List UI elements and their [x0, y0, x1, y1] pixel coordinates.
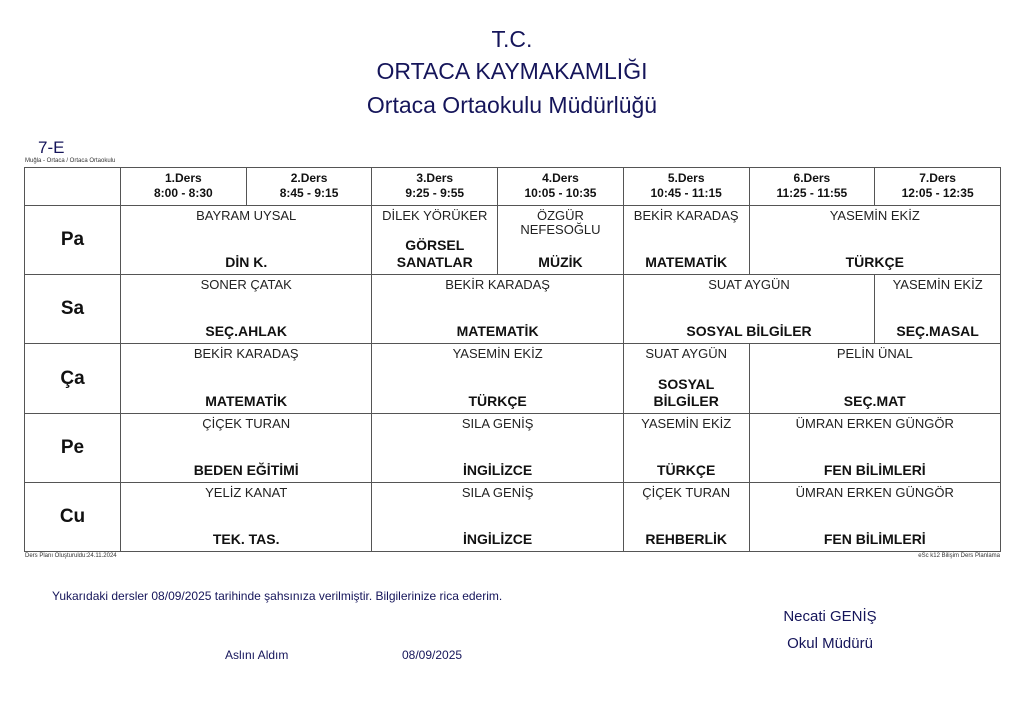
subject-name: MATEMATİK	[205, 392, 288, 409]
period-name: 5.Ders	[667, 171, 705, 185]
created-date: Ders Planı Oluşturuldu:24.11.2024	[25, 553, 117, 559]
teacher-name: YASEMİN EKİZ	[892, 277, 983, 293]
lesson-cell	[749, 344, 1000, 413]
period-header	[875, 168, 1001, 206]
teacher-name: SUAT AYGÜN	[645, 346, 727, 362]
period-header	[623, 168, 749, 206]
period-time: 8:00 - 8:30	[154, 186, 213, 200]
teacher-name: BEKİR KARADAŞ	[445, 277, 550, 293]
class-name: 7-E	[38, 138, 65, 157]
subject-name: TÜRKÇE	[468, 392, 527, 409]
teacher-name: YASEMİN EKİZ	[641, 415, 732, 431]
subject-name: İNGİLİZCE	[462, 461, 533, 478]
day-row-ca	[25, 344, 1001, 413]
subject-name: TÜRKÇE	[656, 461, 716, 478]
subject-name: MÜZİK	[538, 254, 583, 271]
lesson-cell	[623, 275, 874, 344]
subject-name: REHBERLİK	[645, 531, 727, 547]
period-header	[498, 168, 624, 206]
teacher-name: YELİZ KANAT	[205, 484, 288, 500]
lesson-cell	[623, 344, 749, 413]
subject-name: MATEMATİK	[645, 254, 728, 271]
period-time: 8:45 - 9:15	[279, 186, 339, 200]
subject-name: SOSYAL BİLGİLER	[653, 375, 719, 409]
lesson-cell	[875, 275, 1001, 344]
lesson-cell	[121, 344, 372, 413]
period-name: 3.Ders	[416, 171, 454, 185]
day-label: Sa	[25, 275, 121, 344]
lesson-cell	[498, 206, 624, 275]
lesson-cell	[121, 275, 372, 344]
lesson-cell	[623, 413, 749, 482]
subject-name: SOSYAL BİLGİLER	[686, 323, 812, 340]
period-name: 2.Ders	[290, 171, 328, 185]
period-header-row	[25, 168, 1001, 206]
lesson-cell	[372, 275, 623, 344]
received-date: 08/09/2025	[402, 648, 463, 662]
school-location: Muğla - Ortaca / Ortaca Ortaokulu	[25, 158, 116, 164]
period-time: 9:25 - 9:55	[405, 186, 465, 200]
subject-name: MATEMATİK	[456, 323, 539, 340]
system-label: eSc k12 Bilişim Ders Planlama	[918, 553, 1000, 559]
day-row-pa	[25, 206, 1001, 275]
signer-name: Necati GENİŞ	[783, 608, 877, 625]
lesson-cell	[749, 413, 1000, 482]
header-tc: T.C.	[491, 26, 533, 52]
lesson-cell	[121, 482, 372, 551]
lesson-cell	[623, 206, 749, 275]
day-row-sa	[25, 275, 1001, 344]
lesson-cell	[372, 482, 623, 551]
teacher-name: SILA GENİŞ	[461, 484, 534, 500]
lesson-cell	[749, 206, 1000, 275]
teacher-name: ÜMRAN ERKEN GÜNGÖR	[795, 415, 954, 431]
subject-name: SEÇ.MASAL	[896, 323, 979, 340]
period-time: 12:05 - 12:35	[901, 186, 974, 200]
lesson-cell	[121, 206, 372, 275]
teacher-name: PELİN ÜNAL	[836, 346, 913, 362]
delivery-note: Yukarıdaki dersler 08/09/2025 tarihinde şahsınıza verilmiştir. Bilgilerinize rica ederim.	[52, 589, 503, 603]
signer-title: Okul Müdürü	[787, 635, 873, 652]
teacher-name: BAYRAM UYSAL	[196, 208, 297, 224]
period-name: 1.Ders	[165, 171, 202, 185]
subject-name: TÜRKÇE	[845, 254, 904, 271]
teacher-name: SUAT AYGÜN	[708, 277, 790, 293]
header-school: Ortaca Ortaokulu Müdürlüğü	[366, 92, 658, 118]
subject-name: İNGİLİZCE	[462, 531, 533, 547]
subject-name: GÖRSEL SANATLAR	[396, 237, 473, 271]
lesson-cell	[372, 344, 623, 413]
day-label: Ça	[25, 344, 121, 413]
period-header	[121, 168, 247, 206]
teacher-name: ÜMRAN ERKEN GÜNGÖR	[795, 484, 954, 500]
teacher-name: BEKİR KARADAŞ	[193, 346, 299, 362]
teacher-name: BEKİR KARADAŞ	[633, 208, 739, 224]
subject-name: TEK. TAS.	[212, 531, 280, 547]
period-name: 6.Ders	[793, 171, 831, 185]
day-row-pe	[25, 413, 1001, 482]
timetable	[24, 167, 1001, 552]
subject-name: SEÇ.AHLAK	[205, 323, 288, 340]
day-label: Pe	[25, 413, 121, 482]
lesson-cell	[121, 413, 372, 482]
corner-cell	[25, 168, 121, 206]
subject-name: SEÇ.MAT	[843, 392, 906, 409]
subject-name: FEN BİLİMLERİ	[823, 461, 926, 478]
subject-name: FEN BİLİMLERİ	[823, 531, 926, 547]
lesson-cell	[372, 206, 498, 275]
day-label: Cu	[25, 482, 121, 551]
teacher-name: YASEMİN EKİZ	[452, 346, 543, 362]
header-kaymakamlik: ORTACA KAYMAKAMLIĞI	[376, 58, 648, 84]
teacher-name: SILA GENİŞ	[461, 415, 534, 431]
period-name: 7.Ders	[919, 171, 956, 185]
teacher-name: DİLEK YÖRÜKER	[382, 208, 488, 224]
period-time: 11:25 - 11:55	[776, 186, 848, 200]
subject-name: BEDEN EĞİTİMİ	[193, 461, 299, 478]
teacher-name: ÇİÇEK TURAN	[202, 415, 291, 431]
received-label: Aslını Aldım	[225, 648, 289, 662]
lesson-cell	[623, 482, 749, 551]
period-header	[372, 168, 498, 206]
lesson-cell	[372, 413, 623, 482]
teacher-name: ÖZGÜR NEFESOĞLU	[520, 208, 601, 238]
period-time: 10:45 - 11:15	[650, 186, 722, 200]
subject-name: DİN K.	[225, 254, 268, 271]
teacher-name: ÇİÇEK TURAN	[642, 484, 731, 500]
day-row-cu	[25, 482, 1001, 551]
period-header	[246, 168, 372, 206]
lesson-cell	[749, 482, 1000, 551]
period-header	[749, 168, 875, 206]
day-label: Pa	[25, 206, 121, 275]
teacher-name: YASEMİN EKİZ	[829, 208, 920, 224]
period-time: 10:05 - 10:35	[524, 186, 597, 200]
teacher-name: SONER ÇATAK	[200, 277, 292, 293]
period-name: 4.Ders	[542, 171, 579, 185]
